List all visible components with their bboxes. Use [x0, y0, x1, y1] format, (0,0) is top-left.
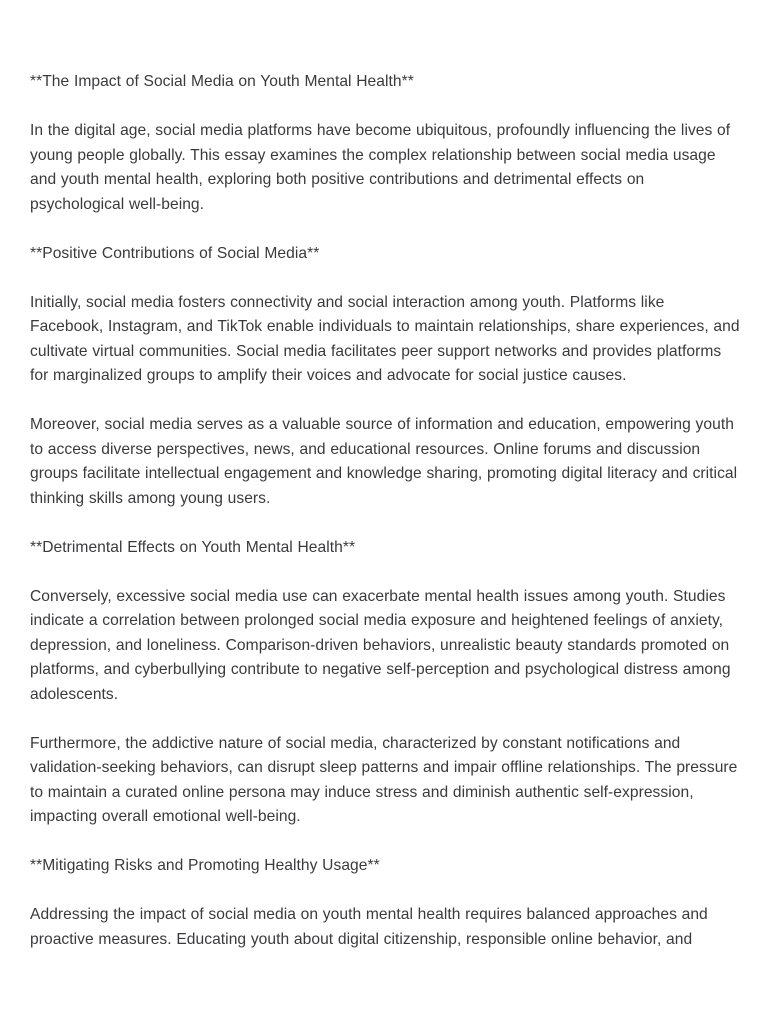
paragraph-addictive-nature: Furthermore, the addictive nature of social media, characterized by constant notifications and validation-seeking behaviors, can disrupt sleep patterns and impair offline relationships. The pressure to maintain a curated online persona may induce stress and diminish authentic self-expression, impacting overall emotional well-being.: [30, 734, 738, 825]
section-heading-positive: **Positive Contributions of Social Media**: [30, 244, 320, 262]
paragraph-information: Moreover, social media serves as a valuable source of information and education, empowering youth to access diverse perspectives, news, and educational resources. Online forums and discussion groups facilitate intellectual engagement and knowledge sharing, promoting digital literacy and critical thinking skills among young users.: [30, 416, 738, 507]
paragraph-connectivity: Initially, social media fosters connectivity and social interaction among youth. Platforms like Facebook, Instagram, and TikTok enable individuals to maintain relationships, share experiences, and cultivate virtual communities. Social media facilitates peer support networks and provides platforms for marginalized groups to amplify their voices and advocate for social justice causes.: [30, 293, 740, 384]
essay-document: [30, 70, 742, 952]
intro-paragraph: In the digital age, social media platforms have become ubiquitous, profoundly influencing the lives of young people globally. This essay examines the complex relationship between social media usage and youth mental health, exploring both positive contributions and detrimental effects on psychological well-being.: [30, 122, 731, 213]
section-heading-detrimental: **Detrimental Effects on Youth Mental Health**: [30, 538, 356, 556]
paragraph-addressing-impact: Addressing the impact of social media on youth mental health requires balanced approaches and proactive measures. Educating youth about digital citizenship, responsible online behavior, and: [30, 906, 708, 948]
essay-title: **The Impact of Social Media on Youth Mental Health**: [30, 73, 414, 90]
paragraph-mental-health-issues: Conversely, excessive social media use can exacerbate mental health issues among youth. Studies indicate a correlation between prolonged social media exposure and heightened feelings of anxiety, depression, and loneliness. Comparison-driven behaviors, unrealistic beauty standards promoted on platforms, and cyberbullying contribute to negative self-perception and psychological distress among adolescents.: [30, 587, 731, 703]
section-heading-mitigating: **Mitigating Risks and Promoting Healthy Usage**: [30, 857, 380, 874]
